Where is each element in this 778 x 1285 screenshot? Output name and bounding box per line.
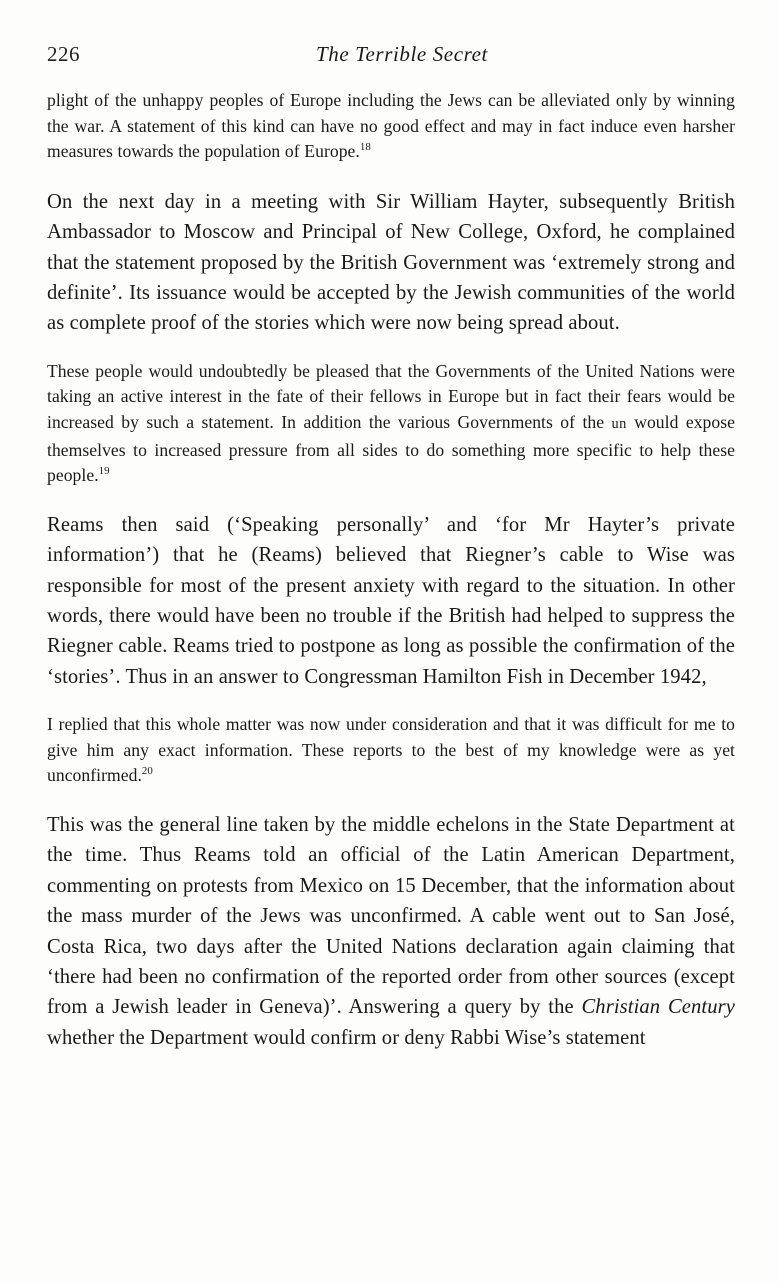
paragraph-3-text-before: These people would undoubtedly be pleased that the Governments of the United Nations were taking an active interest in the fate of their fellows in Europe but in fact their fears would be increased by such a statement. In addition the various Governments of the xyxy=(47,360,735,432)
paragraph-5-text: I replied that this whole matter was now under consideration and that it was difficult for me to give him any exact information. These reports to the best of my knowledge were as yet unconfirmed. xyxy=(47,714,735,786)
page-header xyxy=(47,42,737,70)
paragraph-6-text-part-1: This was the general line taken by the middle echelons in the State Department at the time. Thus Reams told an official of the Latin American Department, commenting on protests from Mexico on 15 December, that the information about the mass murder of the Jews was unconfirmed. A cable went out to San José, Costa Rica, two days after the United Nations declaration again claiming that ‘there had been no confirmation of the reported order from other sources (except from a Jewish leader in Geneva)’. Answering a query by the xyxy=(47,814,735,1019)
paragraph-4 xyxy=(47,510,735,692)
paragraph-3-smallcaps-un: un xyxy=(611,416,627,432)
page-number: 226 xyxy=(47,42,80,66)
footnote-marker-19: 19 xyxy=(98,465,110,478)
paragraph-3 xyxy=(47,359,735,489)
paragraph-1-text: plight of the unhappy peoples of Europe including the Jews can be alleviated only by winning the war. A statement of this kind can have no good effect and may in fact induce even harsher measures towards the population of Europe. xyxy=(47,90,735,162)
paragraph-6-text-part-2: whether the Department would confirm or deny Rabbi Wise’s statement xyxy=(47,1026,646,1049)
paragraph-6 xyxy=(47,810,735,1053)
paragraph-1 xyxy=(47,88,735,165)
paragraph-4-text: Reams then said (‘Speaking personally’ and ‘for Mr Hayter’s private information’) that he (Reams) believed that Riegner’s cable to Wise was responsible for most of the present anxiety with regard to the situation. In other words, there would have been no trouble if the British had helped to suppress the Riegner cable. Reams tried to postpone as long as possible the confirmation of the ‘stories’. Thus in an answer to Congressman Hamilton Fish in December 1942, xyxy=(47,513,735,688)
footnote-marker-18: 18 xyxy=(359,141,371,154)
paragraph-2 xyxy=(47,187,735,339)
running-title: The Terrible Secret xyxy=(316,42,488,66)
paragraph-2-text: On the next day in a meeting with Sir William Hayter, subsequently British Ambassador to Moscow and Principal of New College, Oxford, he complained that the statement proposed by the British Government was ‘extremely strong and definite’. Its issuance would be accepted by the Jewish communities of the world as complete proof of the stories which were now being spread about. xyxy=(47,190,735,335)
paragraph-6-italic-title: Christian Century xyxy=(581,996,735,1019)
paragraph-5 xyxy=(47,712,735,789)
paragraph-3-text-after: would expose themselves to increased pressure from all sides to do something more specific to help these people. xyxy=(47,412,736,486)
body-text-column xyxy=(47,88,735,1053)
footnote-marker-20: 20 xyxy=(141,765,153,778)
